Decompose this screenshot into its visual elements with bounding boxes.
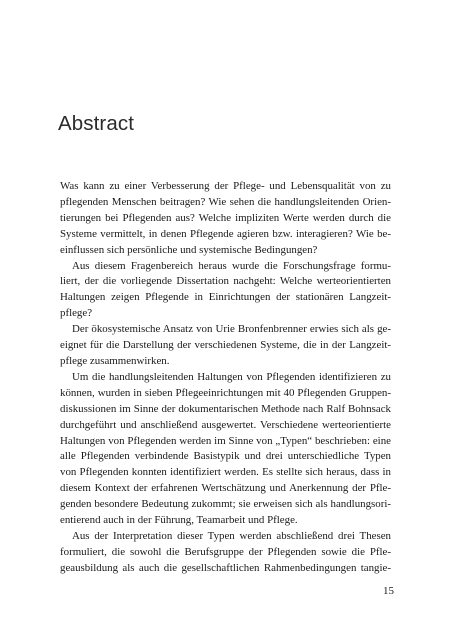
page-number: 15 — [383, 585, 394, 597]
text-line: formuliert, die sowohl die Berufsgruppe der Pflegenden sowie die Pfle- — [60, 545, 391, 558]
text-line: diskussionen im Sinne der dokumentarischen Methode nach Ralf Bohnsack — [60, 402, 391, 415]
text-line: einflussen sich persönliche und systemische Bedingungen? — [60, 243, 318, 256]
text-line: tierungen bei Pflegenden aus? Welche impliziten Werte werden durch die — [60, 211, 391, 224]
paragraph — [60, 179, 391, 259]
text-line: von Pflegenden konnten identifiziert werden. Es stellte sich heraus, dass in — [60, 466, 391, 479]
text-line: Aus der Interpretation dieser Typen werden abschließend drei Thesen — [72, 529, 391, 542]
text-line: pflege? — [60, 307, 93, 320]
paragraph — [60, 529, 391, 577]
text-line: Haltungen zeigen Pflegende in Einrichtungen der stationären Langzeit- — [60, 291, 391, 304]
text-line: können, wurden in sieben Pflegeeinrichtungen mit 40 Pflegenden Gruppen- — [60, 386, 391, 399]
page-title: Abstract — [58, 112, 134, 135]
text-line: durchgeführt und anschließend ausgewertet. Verschiedene werteorientierte — [60, 418, 391, 431]
text-line: alle Pflegenden verbindende Basistypik und drei unterschiedliche Typen — [60, 450, 391, 463]
text-line: Der ökosystemische Ansatz von Urie Bronfenbrenner erwies sich als ge- — [72, 323, 391, 336]
text-line: geausbildung als auch die gesellschaftlichen Rahmenbedingungen tangie- — [60, 561, 391, 574]
abstract-body — [60, 179, 391, 577]
text-line: Systeme vermittelt, in denen Pflegende agieren bzw. interagieren? Wie be- — [60, 227, 391, 240]
text-line: Was kann zu einer Verbesserung der Pflege- und Lebensqualität von zu — [60, 180, 391, 192]
text-line: Aus diesem Fragenbereich heraus wurde die Forschungsfrage formu- — [72, 259, 391, 272]
text-line: genden besondere Bedeutung zukommt; sie erweisen sich als handlungsori- — [60, 498, 391, 511]
text-line: entierend auch in der Führung, Teamarbeit und Pflege. — [60, 514, 298, 527]
text-line: diesem Kontext der erfahrenen Wertschätzung und Anerkennung der Pfle- — [60, 482, 391, 495]
paragraph — [60, 259, 391, 323]
paragraph — [60, 322, 391, 370]
paragraph — [60, 370, 391, 529]
text-line: pflegenden Menschen beitragen? Wie sehen die handlungsleitenden Orien- — [60, 195, 391, 208]
text-line: Um die handlungsleitenden Haltungen von Pflegenden identifizieren zu — [72, 370, 391, 383]
text-line: liert, der die vorliegende Dissertation nachgeht: Welche werteorientierten — [60, 275, 391, 288]
text-line: pflege zusammenwirken. — [60, 354, 170, 367]
text-line: eignet für die Darstellung der verschiedenen Systeme, die in der Langzeit- — [60, 339, 391, 352]
text-line: Haltungen von Pflegenden werden im Sinne von „Typen“ beschrieben: eine — [60, 434, 391, 447]
